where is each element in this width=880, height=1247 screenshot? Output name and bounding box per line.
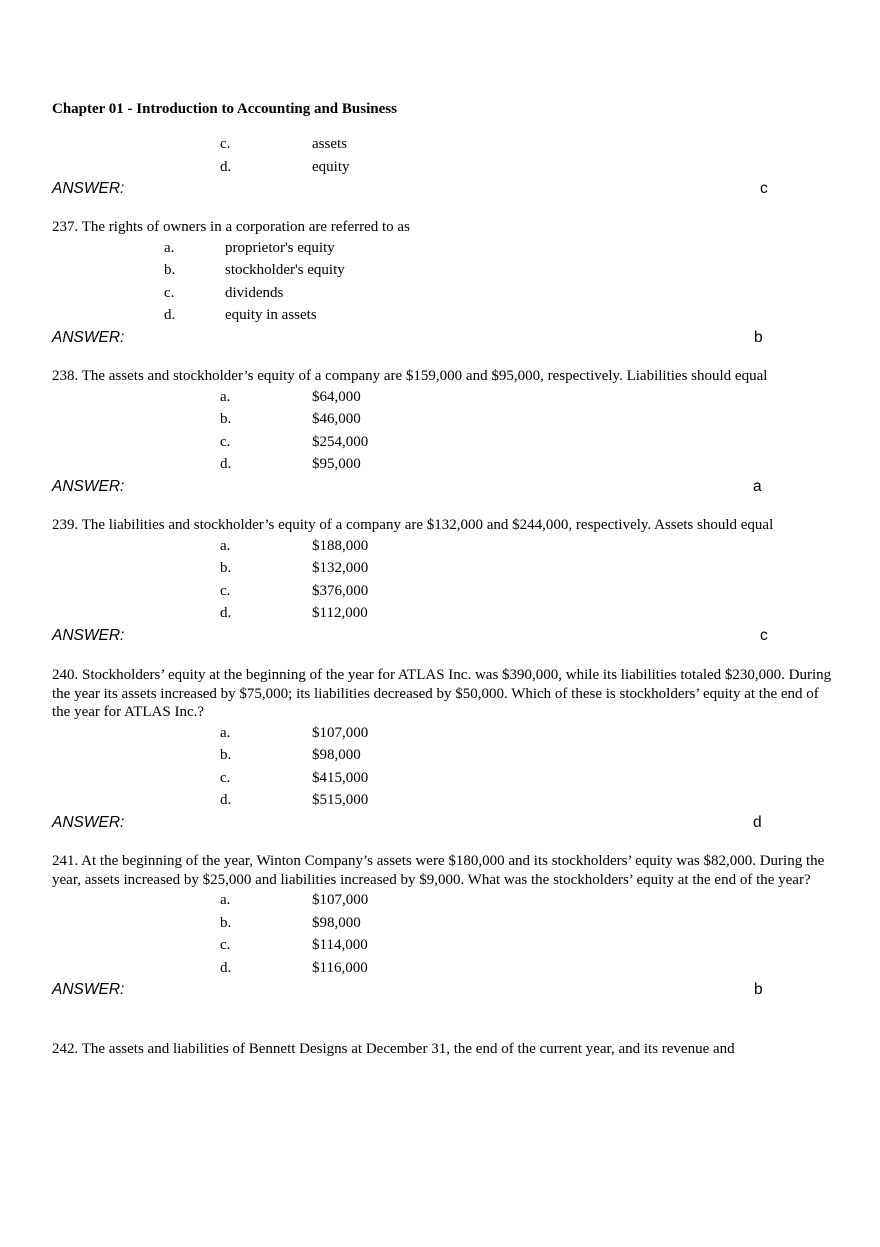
option-text: $188,000 — [312, 537, 369, 554]
option-a — [52, 722, 832, 745]
option-letter: d. — [220, 959, 232, 976]
answer-row — [52, 327, 832, 349]
option-text: $64,000 — [312, 388, 361, 405]
option-letter: d. — [220, 792, 232, 808]
answer-label: ANSWER: — [52, 813, 125, 831]
question-237 — [52, 218, 832, 349]
option-letter: d. — [164, 307, 176, 323]
option-d — [52, 304, 832, 327]
option-text: equity in assets — [225, 307, 317, 323]
option-text: proprietor's equity — [225, 239, 335, 256]
answer-label: ANSWER: — [52, 477, 125, 495]
answer-row — [52, 476, 832, 498]
option-text: $415,000 — [312, 769, 369, 786]
option-letter: c. — [220, 136, 231, 152]
option-text: $376,000 — [312, 582, 369, 599]
option-text: $98,000 — [312, 914, 361, 931]
option-c — [52, 133, 832, 156]
option-c — [52, 282, 832, 305]
option-text: $95,000 — [312, 456, 361, 472]
option-letter: d. — [220, 158, 232, 175]
option-b — [52, 744, 832, 767]
option-text: $107,000 — [312, 892, 369, 908]
option-a — [52, 237, 832, 260]
question-236 — [52, 133, 832, 200]
option-b — [52, 557, 832, 580]
question-239 — [52, 516, 832, 647]
answer-value: d — [753, 813, 762, 831]
option-text: $98,000 — [312, 747, 361, 763]
option-letter: c. — [220, 433, 231, 450]
answer-value: c — [760, 180, 768, 197]
option-text: $107,000 — [312, 724, 369, 741]
answer-label: ANSWER: — [52, 626, 125, 644]
answer-value: b — [754, 328, 763, 346]
question-text: 241. At the beginning of the year, Winton Company’s assets were $180,000 and its stockholders’ equity was $82,000. During the year, assets increased by $25,000 and liabilities increased by $9,000. What was the stockholders’ equity at the end of the year? — [52, 853, 825, 888]
answer-row — [52, 625, 832, 647]
option-letter: c. — [220, 582, 231, 599]
option-text: $132,000 — [312, 560, 369, 576]
answer-value: a — [753, 477, 762, 495]
option-letter: a. — [220, 388, 231, 405]
option-text: $114,000 — [312, 937, 368, 953]
option-text: $254,000 — [312, 433, 369, 450]
option-letter: b. — [164, 262, 176, 278]
option-text: stockholder's equity — [225, 262, 345, 278]
option-letter: d. — [220, 605, 232, 621]
option-text: dividends — [225, 284, 284, 301]
question-text: 240. Stockholders’ equity at the beginning of the year for ATLAS Inc. was $390,000, while its liabilities totaled $230,000. During the year its assets increased by $75,000; its liabilities decreased by $50,000. Which of these is stockholders’ equity at the end of the year for ATLAS Inc.? — [52, 667, 832, 720]
answer-label: ANSWER: — [52, 328, 125, 346]
answer-label: ANSWER: — [52, 981, 125, 998]
option-text: $515,000 — [312, 792, 369, 808]
option-c — [52, 580, 832, 603]
question-242 — [52, 1040, 832, 1059]
option-letter: b. — [220, 747, 232, 763]
option-letter: b. — [220, 914, 232, 931]
option-b — [52, 912, 832, 935]
option-letter: c. — [220, 769, 231, 786]
option-text: assets — [312, 136, 347, 152]
option-b — [52, 408, 832, 431]
option-c — [52, 431, 832, 454]
options-list — [52, 386, 832, 476]
question-text: 242. The assets and liabilities of Bennett Designs at December 31, the end of the current year, and its revenue and — [52, 1041, 735, 1057]
option-a — [52, 889, 832, 912]
question-241 — [52, 852, 832, 1001]
chapter-title: Chapter 01 - Introduction to Accounting and Business — [52, 101, 397, 117]
answer-row — [52, 178, 832, 200]
option-letter: d. — [220, 456, 232, 472]
option-letter: b. — [220, 560, 232, 576]
option-text: $116,000 — [312, 959, 368, 976]
option-d — [52, 957, 832, 980]
option-text: $112,000 — [312, 605, 368, 621]
question-text: 238. The assets and stockholder’s equity of a company are $159,000 and $95,000, respectively. Liabilities should equal — [52, 368, 768, 384]
option-letter: b. — [220, 411, 232, 427]
answer-row — [52, 812, 832, 834]
answer-value: b — [754, 981, 763, 998]
option-a — [52, 535, 832, 558]
options-list — [52, 722, 832, 812]
question-text: 237. The rights of owners in a corporation are referred to as — [52, 219, 410, 235]
question-238 — [52, 367, 832, 498]
options-list — [52, 535, 832, 625]
option-c — [52, 767, 832, 790]
answer-value: c — [760, 626, 768, 644]
option-letter: a. — [164, 239, 175, 256]
answer-row — [52, 979, 832, 1001]
option-text: $46,000 — [312, 411, 361, 427]
option-letter: c. — [164, 284, 175, 301]
option-d — [52, 789, 832, 812]
option-text: equity — [312, 158, 350, 175]
option-d — [52, 602, 832, 625]
option-d — [52, 156, 832, 179]
answer-label: ANSWER: — [52, 180, 125, 197]
option-d — [52, 453, 832, 476]
option-letter: a. — [220, 537, 231, 554]
option-a — [52, 386, 832, 409]
option-b — [52, 259, 832, 282]
question-text: 239. The liabilities and stockholder’s equity of a company are $132,000 and $244,000, respectively. Assets should equal — [52, 517, 774, 533]
option-letter: c. — [220, 937, 231, 953]
options-list — [52, 237, 832, 327]
option-letter: a. — [220, 892, 231, 908]
options-list — [52, 889, 832, 979]
option-c — [52, 934, 832, 957]
question-240 — [52, 666, 832, 834]
option-letter: a. — [220, 724, 231, 741]
options-list — [52, 133, 832, 178]
